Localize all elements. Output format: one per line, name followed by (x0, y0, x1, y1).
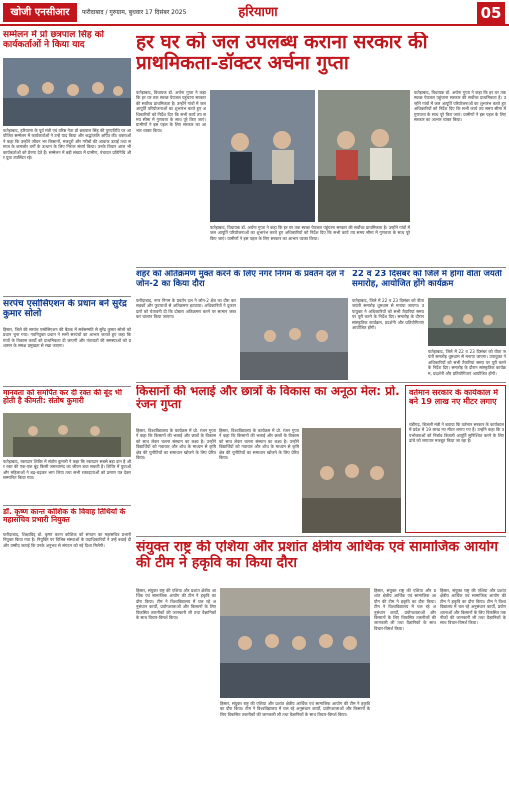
story-right-box (405, 385, 506, 533)
article-left-top: फतेहाबाद, हरियाणा के पूर्व मंत्री एवं वरिष्ठ नेता प्रो छत्रपाल सिंह की पुण्यतिथि पर आयोजित सम्मेलन में कार्यकर्ताओं ने उन्हें याद किया और श्रद्धांजलि अर्पित की। वक्ताओं ने कहा कि उन्होंने जीवन भर किसानों, मजदूरों और गरीबों की आवाज उठाई तथा समाज के कमजोर वर्गों के उत्थान के लिए निरंतर संघर्ष किया। उनके विचार आज भी कार्यकर्ताओं को प्रेरणा देते हैं। सम्मेलन में बड़ी संख्या में ग्रामीण, पंचायत प्रतिनिधि और युवा उपस्थित रहे। (3, 128, 131, 161)
photo-encroachment-image (240, 298, 348, 380)
photo-un-visit (220, 588, 370, 698)
story-left-mid-headline (3, 299, 131, 325)
story-farmers-headline (136, 385, 401, 425)
article-farmers-col2: हिसार, विश्वविद्यालय के कार्यक्रम में प्रो. रंजन गुप्ता ने कहा कि किसानों की भलाई और छात्रों के विकास को साथ लेकर चलना संस्थान का लक्ष्य है। उन्होंने विद्यार्थियों को नवाचार और शोध के माध्यम से कृषि क्षेत्र की चुनौतियों का समाधान खोजने के लिए प्रेरित किया। (219, 428, 299, 461)
photo-blood-donation-image (3, 413, 131, 457)
photo-encroachment (240, 298, 348, 380)
photo-conference-image (3, 58, 131, 126)
photo-conference (3, 58, 131, 126)
photo-main-1 (210, 90, 315, 222)
headline-left-low: मानवता को समर्पित कर दी रक्त की बूंद भी होती है कीमती: संतोष कुमारी (3, 389, 122, 406)
article-right-box: चंडीगढ़, बिजली मंत्री ने बताया कि वर्तमान सरकार के कार्यकाल में प्रदेश में 19 लाख नए मीटर लगाए गए हैं। उन्होंने कहा कि उपभोक्ताओं को निर्बाध बिजली आपूर्ति सुनिश्चित करने के लिए ढांचे को लगातार मजबूत किया जा रहा है। (409, 422, 504, 444)
headline-left-mid: सरपंच एसोसिएशन के प्रधान बने सुरेंद्र कुमार सोलो (3, 299, 127, 320)
newspaper-logo: खोजी एनसीआर (3, 3, 77, 22)
photo-farmers-image (302, 428, 401, 533)
headline-right-mid: 22 व 23 दिसंबर को जिले में होगा वीता जयंती समारोह, आयोजित होंगे कार्यक्रम (352, 270, 502, 289)
photo-main-2-image (318, 90, 410, 222)
photo-main-1-image (210, 90, 315, 222)
divider (136, 267, 506, 268)
article-bottom-col4: हिसार, संयुक्त राष्ट्र की एशिया और प्रशांत क्षेत्रीय आर्थिक एवं सामाजिक आयोग की टीम ने हकृवि का दौरा किया। टीम ने विश्वविद्यालय में चल रहे अनुसंधान कार्यों, प्रयोगशालाओं और किसानों के लिए विकसित तकनीकों की जानकारी ली तथा वैज्ञानिकों के साथ विचार-विमर्श किया। (440, 588, 506, 626)
article-right-mid-continued: फतेहाबाद, जिले में 22 व 23 दिसंबर को वीता जयंती समारोह धूमधाम से मनाया जाएगा। उपायुक्त ने अधिकारियों को सभी तैयारियां समय पर पूरी करने के निर्देश दिए। समारोह के दौरान सांस्कृतिक कार्यक्रम, प्रदर्शनी और प्रतियोगिताएं आयोजित होंगी। (428, 349, 506, 376)
headline-bottom: संयुक्त राष्ट्र की एशिया और प्रशांत क्षेत्रीय आर्थिक एवं सामाजिक आयोग की टीम ने हकृवि का किया दौरा (136, 540, 498, 571)
article-left-mid: हिसार, जिले की सरपंच एसोसिएशन की बैठक में सर्वसम्मति से सुरेंद्र कुमार सोलो को प्रधान चुना गया। नवनियुक्त प्रधान ने सभी सरपंचों का आभार जताते हुए कहा कि गांवों के विकास कार्यों को प्राथमिकता दी जाएगी और पंचायतों की समस्याओं को प्रशासन के समक्ष प्रमुखता से रखा जाएगा। (3, 327, 131, 349)
photo-un-visit-image (220, 588, 370, 698)
article-farmers: हिसार, विश्वविद्यालय के कार्यक्रम में प्रो. रंजन गुप्ता ने कहा कि किसानों की भलाई और छात्रों के विकास को साथ लेकर चलना संस्थान का लक्ष्य है। उन्होंने विद्यार्थियों को नवाचार और शोध के माध्यम से कृषि क्षेत्र की चुनौतियों का समाधान खोजने के लिए प्रेरित किया। (136, 428, 216, 461)
photo-meeting (428, 298, 506, 346)
story-right-box-headline (409, 389, 504, 419)
photo-farmers (302, 428, 401, 533)
article-bottom-col2: हिसार, संयुक्त राष्ट्र की एशिया और प्रशांत क्षेत्रीय आर्थिक एवं सामाजिक आयोग की टीम ने हकृवि का दौरा किया। टीम ने विश्वविद्यालय में चल रहे अनुसंधान कार्यों, प्रयोगशालाओं और किसानों के लिए विकसित तकनीकों की जानकारी ली तथा वैज्ञानिकों के साथ विचार-विमर्श किया। (220, 701, 370, 717)
main-headline: हर घर को जल उपलब्ध कराना सरकार की प्राथमिकता-डॉक्टर अर्चना गुप्ता (136, 32, 428, 75)
story-bottom-headline (136, 540, 506, 584)
article-bottom: हिसार, संयुक्त राष्ट्र की एशिया और प्रशांत क्षेत्रीय आर्थिक एवं सामाजिक आयोग की टीम ने हकृवि का दौरा किया। टीम ने विश्वविद्यालय में चल रहे अनुसंधान कार्यों, प्रयोगशालाओं और किसानों के लिए विकसित तकनीकों की जानकारी ली तथा वैज्ञानिकों के साथ विचार-विमर्श किया। (136, 588, 216, 621)
photo-blood-donation (3, 413, 131, 457)
article-bottom-col3: हिसार, संयुक्त राष्ट्र की एशिया और प्रशांत क्षेत्रीय आर्थिक एवं सामाजिक आयोग की टीम ने हकृवि का दौरा किया। टीम ने विश्वविद्यालय में चल रहे अनुसंधान कार्यों, प्रयोगशालाओं और किसानों के लिए विकसित तकनीकों की जानकारी ली तथा वैज्ञानिकों के साथ विचार-विमर्श किया। (374, 588, 436, 631)
article-main-continued: फतेहाबाद, विधायक डॉ. अर्चना गुप्ता ने कहा कि हर घर तक स्वच्छ पेयजल पहुंचाना सरकार की सर्वोच्च प्राथमिकता है। उन्होंने गांवों में जल आपूर्ति परियोजनाओं का शुभारंभ करते हुए अधिकारियों को निर्देश दिए कि सभी कार्य तय समय सीमा में गुणवत्ता के साथ पूरे किए जाएं। ग्रामीणों ने इस पहल के लिए सरकार का आभार व्यक्त किया। (414, 90, 506, 123)
story-left-top-headline (3, 30, 131, 56)
divider (3, 505, 131, 506)
photo-main-2 (318, 90, 410, 222)
story-left-low-headline (3, 389, 131, 411)
main-headline-block (136, 32, 506, 86)
page-number: 05 (477, 2, 505, 24)
headline-farmers: किसानों की भलाई और छात्रों के विकास का अनूठा मेल: प्रो. रंजन गुप्ता (136, 385, 400, 412)
article-left-bottom: फरीदाबाद, शिक्षाविद् डॉ. कृष्ण कान्त कोशिक को संगठन का महासचिव प्रभारी नियुक्त किया गया है। नियुक्ति पर विभिन्न संस्थाओं के पदाधिकारियों ने उन्हें बधाई दी और उम्मीद जताई कि उनके अनुभव से संगठन को नई दिशा मिलेगी। (3, 532, 131, 548)
divider (136, 536, 506, 537)
section-title: हरियाणा (238, 5, 278, 20)
dateline: फरीदाबाद / गुरुग्राम, बुधवार 17 दिसंबर 2025 (82, 9, 187, 16)
article-center-mid: फरीदाबाद, नगर निगम के प्रवर्तन दल ने जोन-2 क्षेत्र का दौरा कर सड़कों और फुटपाथों से अतिक्रमण हटवाया। अधिकारियों ने दुकानदारों को चेतावनी दी कि दोबारा अतिक्रमण करने पर सामान जब्त कर चालान किया जाएगा। (136, 298, 236, 320)
article-left-low: फतेहाबाद, रक्तदान शिविर में संतोष कुमारी ने कहा कि रक्तदान सबसे बड़ा दान है और रक्त की एक-एक बूंद किसी जरूरतमंद का जीवन बचा सकती है। शिविर में युवाओं और महिलाओं ने बढ़-चढ़कर भाग लिया तथा सभी रक्तदाताओं को प्रमाण पत्र देकर सम्मानित किया गया। (3, 459, 131, 481)
story-center-mid-headline (136, 270, 348, 296)
headline-left-bottom: डॉ. कृष्ण कान्त कोशिक के विवाह तिथियों के महासचिव प्रभारी नियुक्त (3, 508, 126, 525)
story-right-mid-headline (352, 270, 506, 296)
headline-right-box: वर्तमान सरकार के कार्यकाल में बने 19 लाख नए मीटर लगाए (409, 389, 499, 406)
headline-left-top: सम्मेलन में प्रो छत्रपाल सिंह को कार्यकर्ताओं ने किया याद (3, 30, 105, 51)
article-right-mid: फतेहाबाद, जिले में 22 व 23 दिसंबर को वीता जयंती समारोह धूमधाम से मनाया जाएगा। उपायुक्त ने अधिकारियों को सभी तैयारियां समय पर पूरी करने के निर्देश दिए। समारोह के दौरान सांस्कृतिक कार्यक्रम, प्रदर्शनी और प्रतियोगिताएं आयोजित होंगी। (352, 298, 424, 331)
divider (136, 382, 506, 383)
masthead (0, 0, 509, 26)
divider (3, 386, 131, 387)
story-left-bottom-headline (3, 508, 131, 530)
article-main-caption: फतेहाबाद, विधायक डॉ. अर्चना गुप्ता ने कहा कि हर घर तक स्वच्छ पेयजल पहुंचाना सरकार की सर्वोच्च प्राथमिकता है। उन्होंने गांवों में जल आपूर्ति परियोजनाओं का शुभारंभ करते हुए अधिकारियों को निर्देश दिए कि सभी कार्य तय समय सीमा में गुणवत्ता के साथ पूरे किए जाएं। ग्रामीणों ने इस पहल के लिए सरकार का आभार व्यक्त किया। (210, 225, 410, 241)
divider (3, 296, 131, 297)
headline-center-mid: शहर को अतिक्रमण मुक्त करने के लिए नगर निगम के प्रवर्तन दल ने जोन-2 का किया दौरा (136, 270, 345, 289)
photo-meeting-image (428, 298, 506, 346)
article-main: फतेहाबाद, विधायक डॉ. अर्चना गुप्ता ने कहा कि हर घर तक स्वच्छ पेयजल पहुंचाना सरकार की सर्वोच्च प्राथमिकता है। उन्होंने गांवों में जल आपूर्ति परियोजनाओं का शुभारंभ करते हुए अधिकारियों को निर्देश दिए कि सभी कार्य तय समय सीमा में गुणवत्ता के साथ पूरे किए जाएं। ग्रामीणों ने इस पहल के लिए सरकार का आभार व्यक्त किया। (136, 90, 206, 133)
